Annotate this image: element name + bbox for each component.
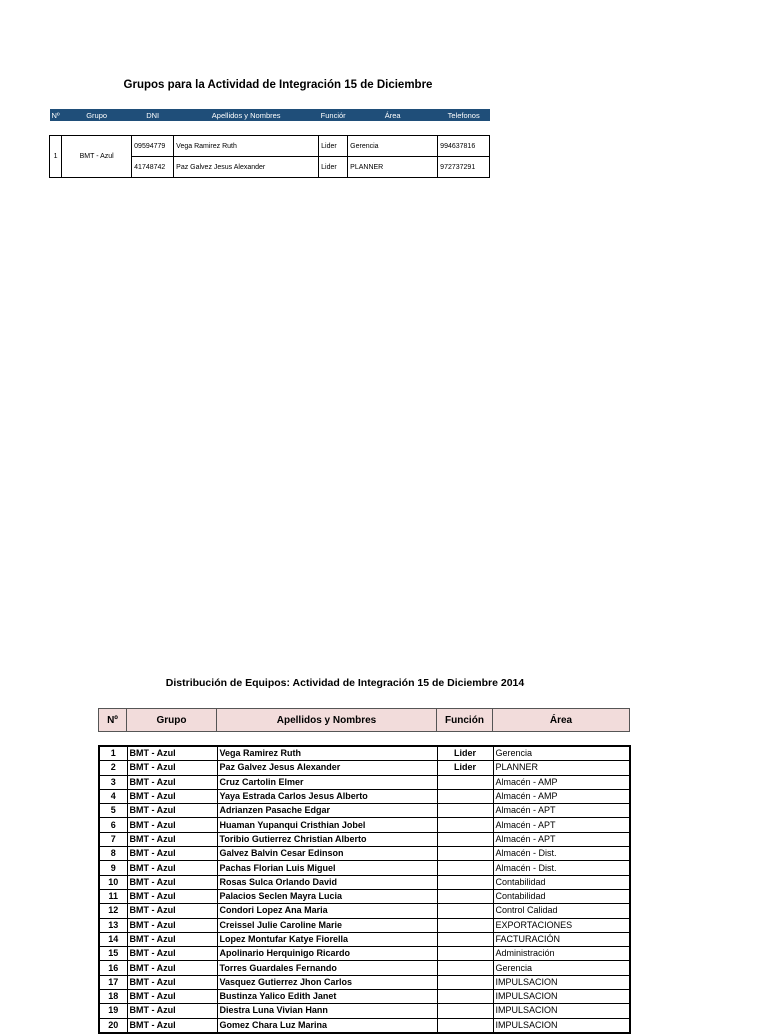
name-cell: Vega Ramirez Ruth <box>174 136 319 157</box>
area-cell: IMPULSACION <box>493 975 630 989</box>
area-cell: Almacén - APT <box>493 832 630 846</box>
row-number: 15 <box>99 947 127 961</box>
funcion-cell <box>437 961 493 975</box>
funcion-cell <box>437 990 493 1004</box>
distribution-table-header <box>98 708 630 732</box>
table-row <box>99 832 630 846</box>
name-cell: Adrianzen Pasache Edgar <box>217 804 437 818</box>
header-nombres: Apellidos y Nombres <box>174 109 319 121</box>
row-number: 12 <box>99 904 127 918</box>
row-number: 20 <box>99 1018 127 1033</box>
funcion-cell <box>437 918 493 932</box>
doc1-title: Grupos para la Actividad de Integración 15 de Diciembre <box>123 79 433 91</box>
header-funcion: Función <box>437 709 493 732</box>
name-cell: Apolinario Herquinigo Ricardo <box>217 947 437 961</box>
name-cell: Diestra Luna Vivian Hann <box>217 1004 437 1018</box>
funcion-cell <box>437 1018 493 1033</box>
area-cell: Contabilidad <box>493 875 630 889</box>
table-row <box>99 990 630 1004</box>
table-row <box>99 947 630 961</box>
doc2-title: Distribución de Equipos: Actividad de Integración 15 de Diciembre 2014 <box>165 677 525 689</box>
area-cell: Almacén - APT <box>493 818 630 832</box>
funcion-cell <box>437 832 493 846</box>
funcion-cell <box>437 818 493 832</box>
header-funcion: Funciór <box>320 110 346 120</box>
area-cell: Almacén - AMP <box>493 789 630 803</box>
group-cell: BMT - Azul <box>127 804 217 818</box>
table-row <box>99 1004 630 1018</box>
table-row <box>99 847 630 861</box>
table-row <box>99 789 630 803</box>
telefono-cell: 972737291 <box>438 157 490 178</box>
group-name: BMT - Azul <box>62 136 132 178</box>
dni-cell: 09594779 <box>132 136 174 157</box>
header-area: Área <box>348 109 438 121</box>
name-cell: Paz Galvez Jesus Alexander <box>174 157 319 178</box>
header-nombres: Apellidos y Nombres <box>217 709 437 732</box>
funcion-cell <box>437 875 493 889</box>
name-cell: Condori Lopez Ana Maria <box>217 904 437 918</box>
area-cell: Gerencia <box>493 746 630 761</box>
group-cell: BMT - Azul <box>127 961 217 975</box>
row-number: 11 <box>99 889 127 903</box>
row-number: 3 <box>99 775 127 789</box>
name-cell: Yaya Estrada Carlos Jesus Alberto <box>217 789 437 803</box>
table-row <box>99 818 630 832</box>
area-cell: PLANNER <box>348 157 438 178</box>
funcion-cell: Lider <box>437 746 493 761</box>
header-grupo: Grupo <box>127 709 217 732</box>
row-number: 6 <box>99 818 127 832</box>
group-cell: BMT - Azul <box>127 847 217 861</box>
group-cell: BMT - Azul <box>127 861 217 875</box>
table-row <box>50 136 490 157</box>
funcion-cell <box>437 861 493 875</box>
header-telefonos: Telefonos <box>438 109 490 121</box>
group-cell: BMT - Azul <box>127 875 217 889</box>
row-number: 14 <box>99 932 127 946</box>
table-row <box>99 775 630 789</box>
name-cell: Cruz Cartolin Elmer <box>217 775 437 789</box>
group-cell: BMT - Azul <box>127 932 217 946</box>
name-cell: Galvez Balvin Cesar Edinson <box>217 847 437 861</box>
row-number: 19 <box>99 1004 127 1018</box>
group-cell: BMT - Azul <box>127 775 217 789</box>
area-cell: Control Calidad <box>493 904 630 918</box>
group-cell: BMT - Azul <box>127 975 217 989</box>
row-number: 7 <box>99 832 127 846</box>
header-area: Área <box>493 709 630 732</box>
area-cell: Almacén - Dist. <box>493 861 630 875</box>
area-cell: PLANNER <box>493 761 630 775</box>
table-row <box>99 1018 630 1033</box>
name-cell: Palacios Seclen Mayra Lucia <box>217 889 437 903</box>
area-cell: Administración <box>493 947 630 961</box>
name-cell: Vega Ramirez Ruth <box>217 746 437 761</box>
table-row <box>99 804 630 818</box>
row-number: 8 <box>99 847 127 861</box>
funcion-cell <box>437 904 493 918</box>
name-cell: Paz Galvez Jesus Alexander <box>217 761 437 775</box>
area-cell: Almacén - APT <box>493 804 630 818</box>
funcion-cell: Lider <box>319 157 348 178</box>
group-cell: BMT - Azul <box>127 918 217 932</box>
area-cell: Almacén - Dist. <box>493 847 630 861</box>
area-cell: IMPULSACION <box>493 1018 630 1033</box>
area-cell: Gerencia <box>493 961 630 975</box>
name-cell: Pachas Florian Luis Miguel <box>217 861 437 875</box>
funcion-cell <box>437 775 493 789</box>
group-cell: BMT - Azul <box>127 990 217 1004</box>
area-cell: EXPORTACIONES <box>493 918 630 932</box>
row-number: 9 <box>99 861 127 875</box>
funcion-cell: Lider <box>437 761 493 775</box>
funcion-cell <box>437 804 493 818</box>
row-number: 4 <box>99 789 127 803</box>
name-cell: Lopez Montufar Katye Fiorella <box>217 932 437 946</box>
table-row <box>99 918 630 932</box>
funcion-cell: Lider <box>319 136 348 157</box>
group-cell: BMT - Azul <box>127 947 217 961</box>
table-row <box>99 961 630 975</box>
funcion-cell <box>437 789 493 803</box>
name-cell: Torres Guardales Fernando <box>217 961 437 975</box>
group-cell: BMT - Azul <box>127 889 217 903</box>
name-cell: Bustinza Yalico Edith Janet <box>217 990 437 1004</box>
funcion-cell <box>437 947 493 961</box>
group-cell: BMT - Azul <box>127 1018 217 1033</box>
telefono-cell: 994637816 <box>438 136 490 157</box>
table-row <box>99 904 630 918</box>
row-number: 2 <box>99 761 127 775</box>
group-cell: BMT - Azul <box>127 789 217 803</box>
row-number: 10 <box>99 875 127 889</box>
header-grupo: Grupo <box>62 109 132 121</box>
groups-table-header <box>50 109 490 121</box>
group-cell: BMT - Azul <box>127 904 217 918</box>
area-cell: Contabilidad <box>493 889 630 903</box>
table-row <box>99 746 630 761</box>
funcion-cell <box>437 847 493 861</box>
row-number: 5 <box>99 804 127 818</box>
area-cell: IMPULSACION <box>493 990 630 1004</box>
name-cell: Vasquez Gutierrez Jhon Carlos <box>217 975 437 989</box>
table-row <box>99 889 630 903</box>
distribution-table <box>98 745 631 1034</box>
group-number: 1 <box>50 136 62 178</box>
group-cell: BMT - Azul <box>127 1004 217 1018</box>
row-number: 17 <box>99 975 127 989</box>
group-cell: BMT - Azul <box>127 818 217 832</box>
header-no: Nº <box>51 110 60 120</box>
table-row <box>99 875 630 889</box>
funcion-cell <box>437 1004 493 1018</box>
area-cell: Gerencia <box>348 136 438 157</box>
name-cell: Rosas Sulca Orlando David <box>217 875 437 889</box>
funcion-cell <box>437 975 493 989</box>
name-cell: Creissel Julie Caroline Marie <box>217 918 437 932</box>
row-number: 16 <box>99 961 127 975</box>
row-number: 13 <box>99 918 127 932</box>
group-cell: BMT - Azul <box>127 761 217 775</box>
header-dni: DNI <box>132 109 174 121</box>
name-cell: Toribio Gutierrez Christian Alberto <box>217 832 437 846</box>
group-cell: BMT - Azul <box>127 746 217 761</box>
area-cell: Almacén - AMP <box>493 775 630 789</box>
row-number: 1 <box>99 746 127 761</box>
table-row <box>99 861 630 875</box>
table-row <box>99 975 630 989</box>
funcion-cell <box>437 932 493 946</box>
funcion-cell <box>437 889 493 903</box>
row-number: 18 <box>99 990 127 1004</box>
dni-cell: 41748742 <box>132 157 174 178</box>
groups-table <box>49 109 490 178</box>
name-cell: Huaman Yupanqui Cristhian Jobel <box>217 818 437 832</box>
group-cell: BMT - Azul <box>127 832 217 846</box>
header-no: Nº <box>99 709 127 732</box>
name-cell: Gomez Chara Luz Marina <box>217 1018 437 1033</box>
area-cell: IMPULSACION <box>493 1004 630 1018</box>
area-cell: FACTURACIÓN <box>493 932 630 946</box>
table-row <box>99 761 630 775</box>
table-row <box>99 932 630 946</box>
